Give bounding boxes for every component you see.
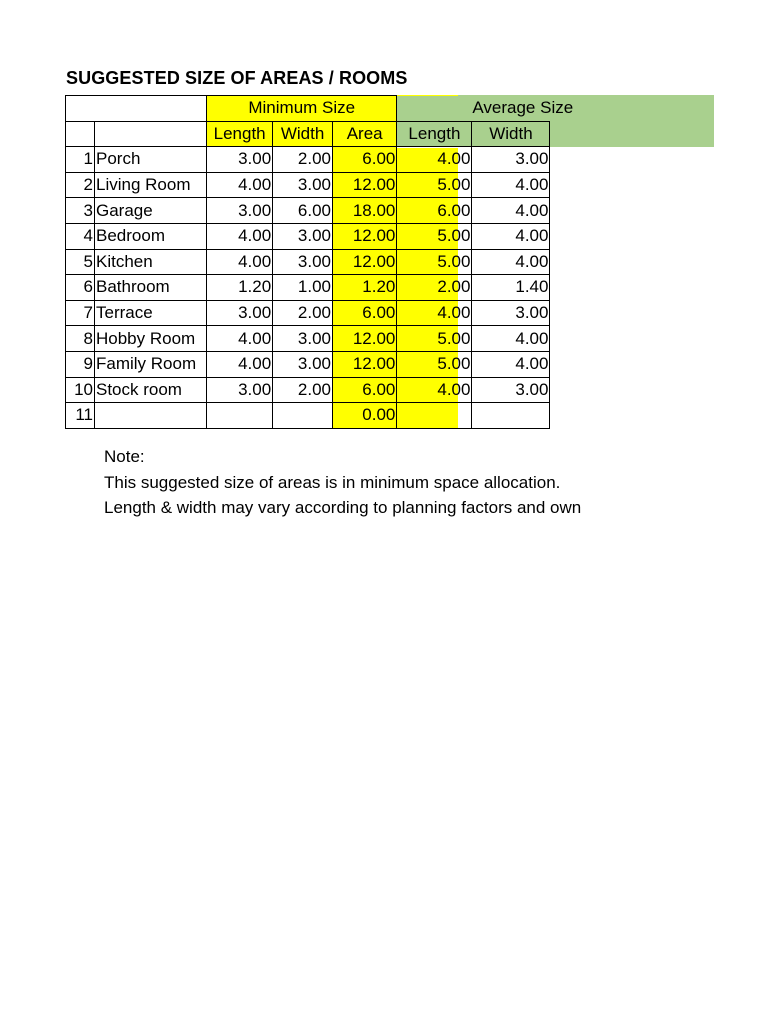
table-row — [66, 223, 635, 249]
min-width-cell — [273, 403, 333, 429]
min-width-cell: 3.00 — [273, 223, 333, 249]
avg-width-cell: 3.00 — [472, 300, 550, 326]
avg-length-cell: 6.00 — [397, 198, 472, 224]
overflow-cell — [550, 300, 634, 326]
min-area-cell: 6.00 — [332, 147, 396, 173]
min-width-cell: 3.00 — [273, 351, 333, 377]
avg-length-cell: 4.00 — [397, 300, 472, 326]
row-number-cell: 9 — [66, 351, 95, 377]
overflow-cell — [550, 147, 634, 173]
min-area-cell: 6.00 — [332, 300, 396, 326]
min-area-cell: 12.00 — [332, 223, 396, 249]
row-number-cell: 11 — [66, 403, 95, 429]
min-width-cell: 3.00 — [273, 172, 333, 198]
avg-length-cell: 5.00 — [397, 351, 472, 377]
min-width-cell: 2.00 — [273, 300, 333, 326]
room-name-cell: Terrace — [95, 300, 207, 326]
room-name-cell: Kitchen — [95, 249, 207, 275]
min-length-cell: 3.00 — [207, 300, 273, 326]
table-body — [66, 147, 635, 429]
min-length-cell: 3.00 — [207, 198, 273, 224]
min-area-cell: 6.00 — [332, 377, 396, 403]
note-line-1: This suggested size of areas is in minimum space allocation. — [104, 473, 561, 492]
avg-length-cell — [397, 403, 472, 429]
table-row — [66, 300, 635, 326]
avg-width-cell: 4.00 — [472, 172, 550, 198]
avg-width-cell — [472, 403, 550, 429]
row-number-cell: 8 — [66, 326, 95, 352]
min-area-cell: 12.00 — [332, 351, 396, 377]
row-number-cell: 3 — [66, 198, 95, 224]
table-row — [66, 147, 635, 173]
page-title: SUGGESTED SIZE OF AREAS / ROOMS — [66, 68, 408, 88]
min-length-cell: 4.00 — [207, 223, 273, 249]
name-header-cell — [95, 121, 207, 147]
avg-length-cell: 4.00 — [397, 147, 472, 173]
overflow-cell — [550, 326, 634, 352]
avg-length-cell: 2.00 — [397, 275, 472, 301]
room-name-cell: Garage — [95, 198, 207, 224]
min-length-cell — [207, 403, 273, 429]
avg-width-cell: 4.00 — [472, 249, 550, 275]
overflow-cell — [550, 249, 634, 275]
table-row — [66, 198, 635, 224]
no-header-cell — [66, 121, 95, 147]
min-area-cell: 0.00 — [332, 403, 396, 429]
overflow-cell — [550, 198, 634, 224]
room-name-cell — [95, 403, 207, 429]
avg-width-cell: 4.00 — [472, 198, 550, 224]
table-viewport — [0, 0, 634, 560]
overflow-cell — [550, 351, 634, 377]
min-width-cell: 2.00 — [273, 377, 333, 403]
table-row — [66, 403, 635, 429]
average-size-header: Average Size — [397, 96, 634, 122]
avg-width-cell: 3.00 — [472, 147, 550, 173]
room-name-cell: Bedroom — [95, 223, 207, 249]
table-row — [66, 351, 635, 377]
table-row — [66, 249, 635, 275]
table-row — [66, 172, 635, 198]
minimum-size-header: Minimum Size — [207, 96, 397, 122]
min-length-cell: 3.00 — [207, 147, 273, 173]
min-area-cell: 18.00 — [332, 198, 396, 224]
avg-length-cell: 5.00 — [397, 172, 472, 198]
min-area-cell: 12.00 — [332, 326, 396, 352]
min-length-header: Length — [207, 121, 273, 147]
min-width-cell: 3.00 — [273, 249, 333, 275]
row-number-cell: 4 — [66, 223, 95, 249]
group-header-row — [66, 96, 635, 122]
room-size-table — [65, 95, 634, 429]
row-number-cell: 10 — [66, 377, 95, 403]
row-number-cell: 5 — [66, 249, 95, 275]
avg-width-cell: 4.00 — [472, 351, 550, 377]
avg-width-cell: 1.40 — [472, 275, 550, 301]
table-row — [66, 377, 635, 403]
avg-width-header: Width — [472, 121, 550, 147]
overflow-cell — [550, 172, 634, 198]
room-name-cell: Stock room — [95, 377, 207, 403]
avg-extra-header — [550, 121, 634, 147]
min-area-cell: 12.00 — [332, 249, 396, 275]
min-area-cell: 12.00 — [332, 172, 396, 198]
room-name-cell: Hobby Room — [95, 326, 207, 352]
row-number-cell: 2 — [66, 172, 95, 198]
min-length-cell: 4.00 — [207, 249, 273, 275]
overflow-cell — [550, 403, 634, 429]
min-width-cell: 6.00 — [273, 198, 333, 224]
row-number-cell: 6 — [66, 275, 95, 301]
min-length-cell: 4.00 — [207, 326, 273, 352]
min-area-header: Area — [332, 121, 396, 147]
avg-length-cell: 4.00 — [397, 377, 472, 403]
min-length-cell: 1.20 — [207, 275, 273, 301]
column-header-row — [66, 121, 635, 147]
min-width-cell: 1.00 — [273, 275, 333, 301]
min-length-cell: 4.00 — [207, 172, 273, 198]
min-length-cell: 3.00 — [207, 377, 273, 403]
min-length-cell: 4.00 — [207, 351, 273, 377]
avg-width-cell: 3.00 — [472, 377, 550, 403]
room-name-cell: Porch — [95, 147, 207, 173]
min-width-cell: 2.00 — [273, 147, 333, 173]
min-area-cell: 1.20 — [332, 275, 396, 301]
avg-width-cell: 4.00 — [472, 326, 550, 352]
overflow-cell — [550, 223, 634, 249]
room-name-cell: Living Room — [95, 172, 207, 198]
min-width-header: Width — [273, 121, 333, 147]
overflow-cell — [550, 275, 634, 301]
avg-width-cell: 4.00 — [472, 223, 550, 249]
note-line-2: Length & width may vary according to planning factors and own — [104, 498, 582, 517]
avg-length-cell: 5.00 — [397, 326, 472, 352]
note-heading: Note: — [104, 447, 145, 466]
blank-header-cell — [66, 96, 207, 122]
row-number-cell: 1 — [66, 147, 95, 173]
table-row — [66, 326, 635, 352]
room-name-cell: Family Room — [95, 351, 207, 377]
table-row — [66, 275, 635, 301]
overflow-cell — [550, 377, 634, 403]
avg-length-cell: 5.00 — [397, 249, 472, 275]
avg-length-cell: 5.00 — [397, 223, 472, 249]
row-number-cell: 7 — [66, 300, 95, 326]
min-width-cell: 3.00 — [273, 326, 333, 352]
room-name-cell: Bathroom — [95, 275, 207, 301]
avg-length-header: Length — [397, 121, 472, 147]
